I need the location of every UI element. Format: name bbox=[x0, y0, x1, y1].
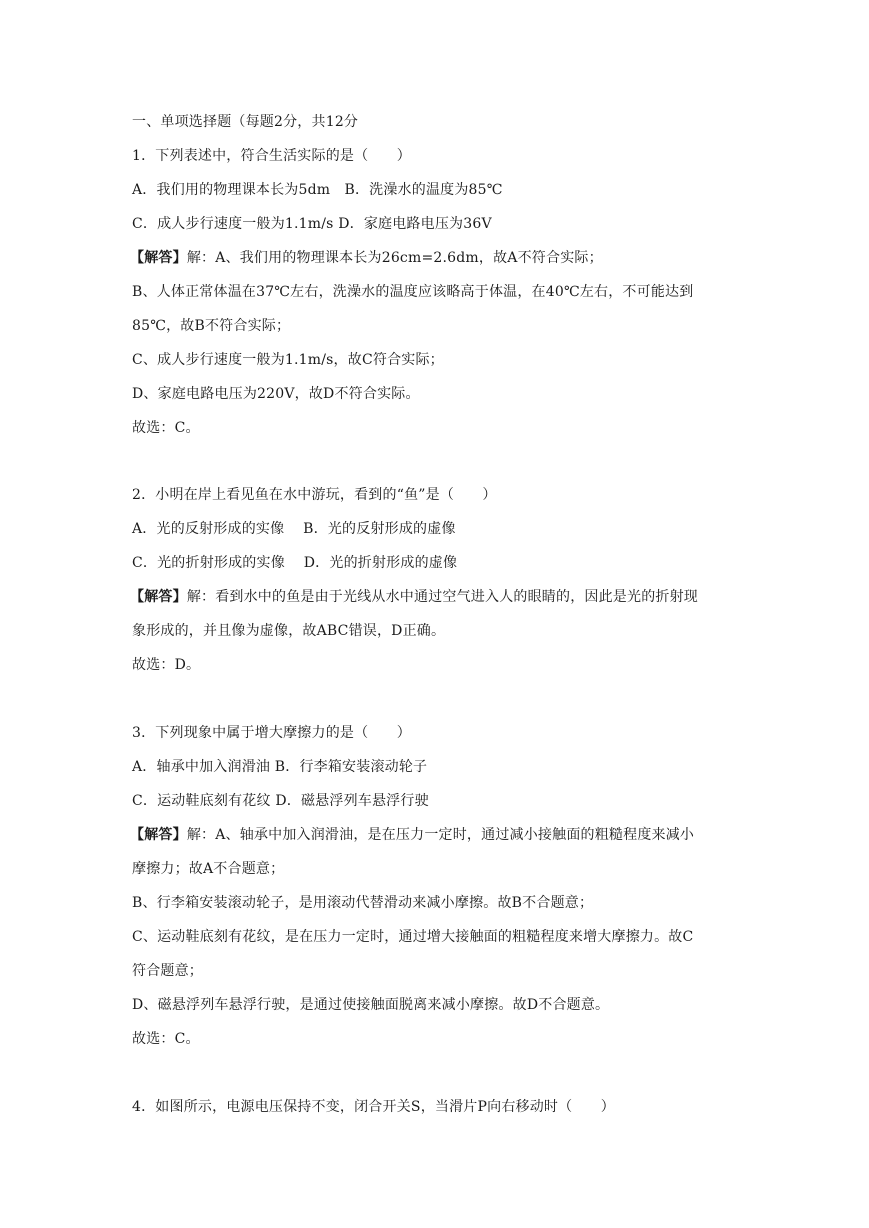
question-2-answer-line-1 bbox=[130, 587, 698, 607]
question-2-stem: 2．小明在岸上看见鱼在水中游玩，看到的“鱼”是（ ） bbox=[132, 487, 497, 503]
answer-label: 【解答】 bbox=[130, 827, 187, 843]
question-3-conclusion: 故选：C。 bbox=[132, 1031, 200, 1047]
question-2-conclusion: 故选：D。 bbox=[132, 657, 201, 673]
answer-text: 解：A、轴承中加入润滑油，是在压力一定时，通过减小接触面的粗糙程度来减小 bbox=[186, 827, 695, 843]
answer-label: 【解答】 bbox=[130, 589, 187, 605]
question-1-answer-line-3: 85℃，故B不符合实际； bbox=[132, 318, 291, 334]
answer-label: 【解答】 bbox=[130, 250, 187, 266]
question-3-answer-line-3: B、行李箱安装滚动轮子，是用滚动代替滑动来减小摩擦。故B不合题意； bbox=[132, 895, 594, 911]
question-3-answer-line-6: D、磁悬浮列车悬浮行驶，是通过使接触面脱离来减小摩擦。故D不合题意。 bbox=[132, 997, 610, 1013]
question-3-answer-line-4: C、运动鞋底刻有花纹，是在压力一定时，通过增大接触面的粗糙程度来增大摩擦力。故C bbox=[132, 929, 694, 945]
section-title: 一、单项选择题（每题2分，共12分 bbox=[132, 114, 359, 130]
question-3-answer-line-5: 符合题意； bbox=[132, 963, 203, 979]
question-4-stem: 4．如图所示，电源电压保持不变，闭合开关S，当滑片P向右移动时（ ） bbox=[132, 1099, 615, 1115]
question-1-option-line-1: A．我们用的物理课本长为5dm B．洗澡水的温度为85℃ bbox=[132, 182, 503, 198]
question-1-option-line-2: C．成人步行速度一般为1.1m/s D．家庭电路电压为36V bbox=[132, 216, 492, 232]
answer-text: 解：A、我们用的物理课本长为26cm=2.6dm，故A不符合实际； bbox=[186, 250, 603, 266]
question-3-stem: 3．下列现象中属于增大摩擦力的是（ ） bbox=[132, 725, 411, 741]
question-3-option-line-2: C．运动鞋底刻有花纹 D．磁悬浮列车悬浮行驶 bbox=[132, 793, 429, 809]
question-1-answer-line-4: C、成人步行速度一般为1.1m/s，故C符合实际； bbox=[132, 352, 444, 368]
question-1-conclusion: 故选：C。 bbox=[132, 420, 200, 436]
question-3-option-line-1: A．轴承中加入润滑油 B．行李箱安装滚动轮子 bbox=[132, 759, 428, 775]
question-1-stem: 1．下列表述中，符合生活实际的是（ ） bbox=[132, 148, 411, 164]
question-3-answer-line-1 bbox=[130, 825, 694, 845]
question-1-answer-line-2: B、人体正常体温在37℃左右，洗澡水的温度应该略高于体温，在40℃左右，不可能达到 bbox=[132, 284, 694, 300]
question-3-answer-line-2: 摩擦力；故A不合题意； bbox=[132, 861, 285, 877]
question-2-answer-line-2: 象形成的，并且像为虚像，故ABC错误，D正确。 bbox=[132, 623, 446, 639]
question-1-answer-line-1 bbox=[130, 248, 603, 268]
answer-text: 解：看到水中的鱼是由于光线从水中通过空气进入人的眼睛的，因此是光的折射现 bbox=[186, 589, 699, 605]
question-2-option-line-1: A．光的反射形成的实像 B．光的反射形成的虚像 bbox=[132, 521, 456, 537]
question-1-answer-line-5: D、家庭电路电压为220V，故D不符合实际。 bbox=[132, 386, 420, 402]
question-2-option-line-2: C．光的折射形成的实像 D．光的折射形成的虚像 bbox=[132, 555, 458, 571]
